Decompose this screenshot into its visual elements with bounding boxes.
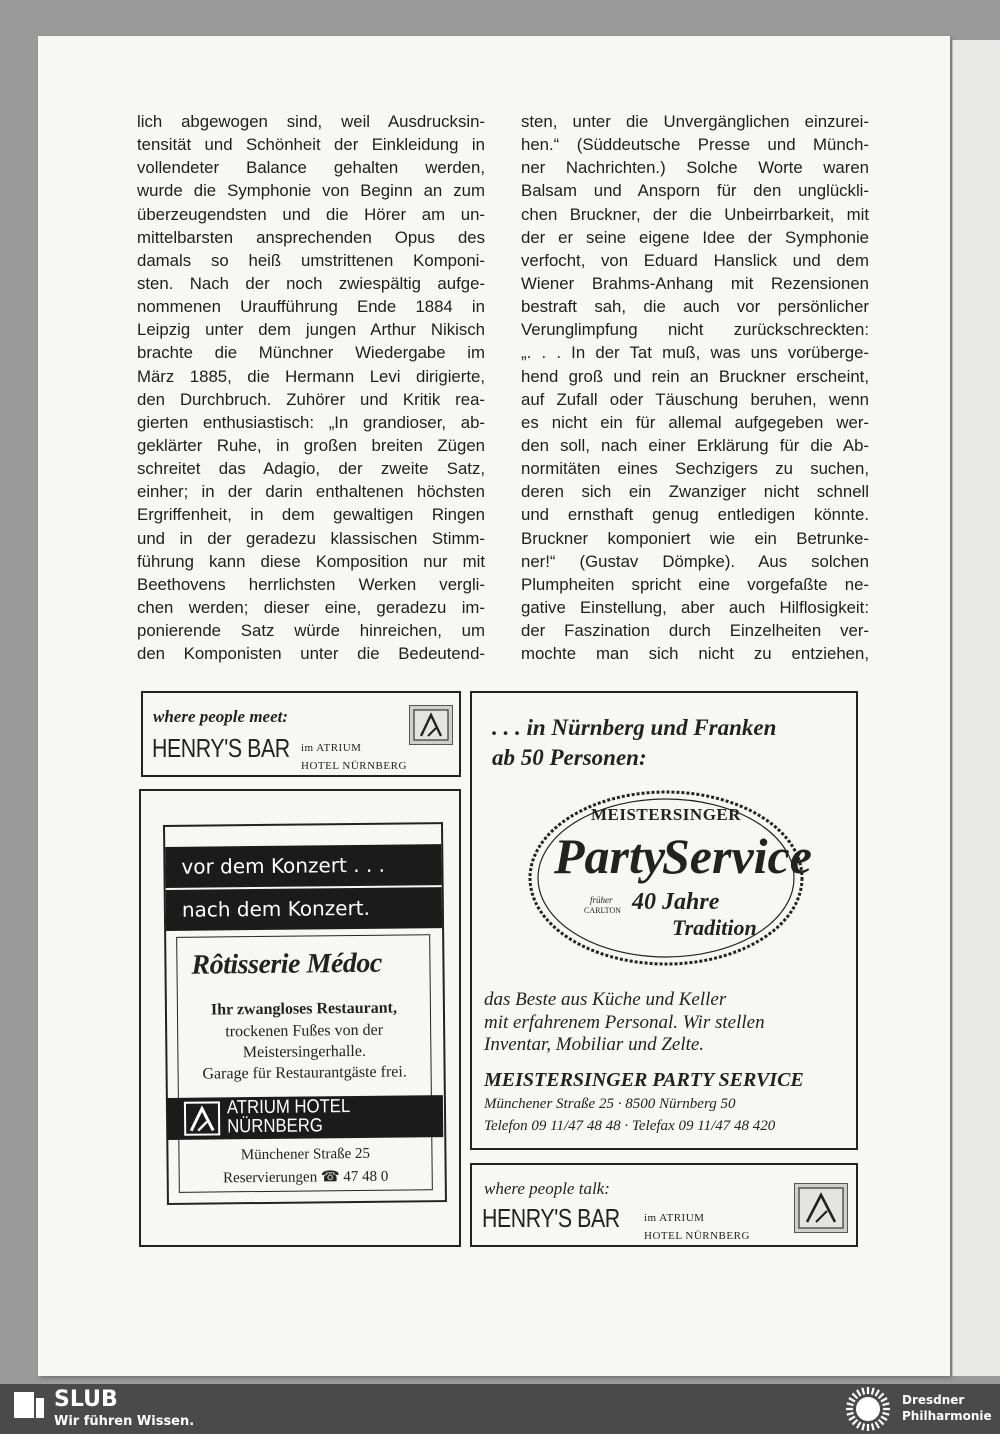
article-line: den Komponisten unter die Bedeutend- <box>137 644 485 664</box>
article-line: Bruckner komponiert wie ein Betrunke- <box>521 528 869 548</box>
article-line: ponierende Satz würde hinreichen, um <box>137 621 485 641</box>
article-line: Balsam und Ansporn für den unglückli- <box>521 181 869 201</box>
rotisserie-line4: Garage für Restaurantgäste frei. <box>202 1063 407 1083</box>
article-line: Leipzig unter dem jungen Arthur Nikisch <box>137 320 485 340</box>
article-line: damals so heiß umstrittenen Komponi- <box>137 250 485 270</box>
article-line: Wiener Brahms-Anhang mit Rezensionen <box>521 273 869 293</box>
article-line: gierten enthusiastisch: „In grandioser, ab- <box>137 412 485 432</box>
logo-top-text: MEISTERSINGER <box>590 805 742 824</box>
party-service-ad <box>470 691 858 1150</box>
article-line: den soll, nach einer Erklärung für die Ab- <box>521 435 869 455</box>
article-line: auf Zufall oder Täuschung beruhen, wenn <box>521 389 869 409</box>
article-line: deren sich ein Zwanziger nicht schnell <box>521 482 869 502</box>
article-line: Ergriffenheit, in dem gewaltigen Ringen <box>137 505 485 525</box>
article-line: geklärter Ruhe, in großen breiten Zügen <box>137 435 485 455</box>
rotisserie-line2: trockenen Fußes von der <box>225 1021 384 1041</box>
party-service-logo <box>524 785 812 971</box>
article-line: März 1885, die Hermann Levi dirigierte, <box>137 366 485 386</box>
article-line: und ernsthaft genug entledigen könnte. <box>521 505 869 525</box>
article-column-right <box>521 110 869 665</box>
hotel-name-line2: NÜRNBERG <box>227 1115 323 1138</box>
logo-carlton: CARLTON <box>584 906 621 915</box>
partner-line2: Philharmonie <box>902 1409 992 1423</box>
article-line: bestraft sah, die auch vor persönlicher <box>521 297 869 317</box>
party-body-1: das Beste aus Küche und Keller <box>484 989 727 1010</box>
article-line: hend groß und rein an Bruckner erscheint, <box>521 366 869 386</box>
ad-brand-sub <box>301 738 407 774</box>
atrium-logo-icon <box>409 705 453 745</box>
article-line: lich abgewogen sind, weil Ausdrucksin- <box>137 112 485 131</box>
henrys-bar-wordmark: HENRY'S BAR <box>482 1203 620 1233</box>
slub-logo-icon <box>12 1390 46 1420</box>
party-headline-1: . . . in Nürnberg und Franken <box>492 715 777 740</box>
article-line: normitäten eines Sechzigers zu suchen, <box>521 459 869 479</box>
rotisserie-ad-frame <box>139 789 461 1247</box>
article-line: gative Einstellung, aber auch Hilflosigkeit: <box>521 597 869 617</box>
article-line: „. . . In der Tat muß, was uns vorüberge- <box>521 343 869 363</box>
article-line: der Faszination durch Einzelheiten ver- <box>521 621 869 641</box>
logo-frueher: früher <box>590 895 613 905</box>
party-company: MEISTERSINGER PARTY SERVICE <box>484 1069 804 1091</box>
concert-band-1: vor dem Konzert . . . <box>165 844 441 888</box>
rotisserie-ad-inner <box>163 822 447 1205</box>
article-line: chen werden; dieser eine, geradezu im- <box>137 597 485 617</box>
footer-bar <box>0 1384 1000 1434</box>
article-line: sten, unter die Unvergänglichen einzurei- <box>521 112 869 131</box>
logo-jahre: 40 Jahre <box>632 889 720 915</box>
brand-sub-line2: HOTEL NÜRNBERG <box>644 1230 750 1242</box>
article-line: und in der geradezu klassischen Stimm- <box>137 528 485 548</box>
henrys-bar-ad-talk <box>470 1163 858 1247</box>
henrys-bar-wordmark: HENRY'S BAR <box>152 733 290 763</box>
article-line: schreitet das Adagio, der zweite Satz, <box>137 459 485 479</box>
article-line: führung kann diese Komposition nur mit <box>137 551 485 571</box>
article-line: ner!“ (Gustav Dömpke). Aus solchen <box>521 551 869 571</box>
rotisserie-name: Rôtisserie Médoc <box>191 947 382 981</box>
brand-sub-line2: HOTEL NÜRNBERG <box>301 760 407 772</box>
article-line: tensität und Schönheit der Einkleidung in <box>137 135 485 155</box>
rotisserie-address: Münchener Straße 25 <box>240 1145 371 1164</box>
party-address: Münchener Straße 25 · 8500 Nürnberg 50 <box>484 1096 736 1112</box>
ad-brand-row <box>482 1203 650 1234</box>
party-body-2: mit erfahrenem Personal. Wir stellen <box>484 1012 765 1033</box>
rotisserie-line3: Meistersingerhalle. <box>242 1042 367 1062</box>
party-phone: Telefon 09 11/47 48 48 · Telefax 09 11/47 48 420 <box>484 1118 776 1134</box>
article-line: einher; in der darin enthaltenen höchsten <box>137 482 485 502</box>
ad-brand-sub <box>644 1208 750 1244</box>
article-line: ner Nachrichten.) Solche Worte waren <box>521 158 869 178</box>
article-line: den Durchbruch. Zuhörer und Kritik rea- <box>137 389 485 409</box>
hotel-name-line1: ATRIUM HOTEL <box>226 1096 351 1119</box>
rotisserie-line1: Ihr zwangloses Restaurant, <box>210 999 397 1019</box>
article-line: wurde die Symphonie von Beginn an zum <box>137 181 485 201</box>
rotisserie-card <box>176 934 433 1193</box>
article-line: verfocht, von Eduard Hanslick und dem <box>521 250 869 270</box>
article-line: der er seine eigene Idee der Symphonie <box>521 227 869 247</box>
article-line: Beethovens herrlichsten Werken vergli- <box>137 574 485 594</box>
article-line: Verunglimpfung nicht zurückschreckten: <box>521 320 869 340</box>
logo-tradition: Tradition <box>672 915 757 940</box>
article-line: sten. Nach der noch zwiespältig aufge- <box>137 273 485 293</box>
party-headline-2: ab 50 Personen: <box>492 745 647 770</box>
atrium-hotel-band <box>167 1095 443 1140</box>
brand-sub-line1: im ATRIUM <box>644 1212 705 1224</box>
logo-party-word: Party <box>554 828 666 884</box>
ad-tagline: where people talk: <box>484 1179 610 1198</box>
article-line: hen.“ (Süddeutsche Presse und Münch- <box>521 135 869 155</box>
article-line: vollendeter Balance gehalten werden, <box>137 158 485 178</box>
ad-tagline: where people meet: <box>153 707 289 726</box>
partner-line1: Dresdner <box>902 1393 965 1407</box>
article-line: brachte die Münchner Wiedergabe im <box>137 343 485 363</box>
article-line: überzeugendsten und die Hörer am un- <box>137 204 485 224</box>
article-line: mittelbarsten ansprechenden Opus des <box>137 227 485 247</box>
article-line: mochte man sich nicht zu entziehen, <box>521 644 869 664</box>
article-line: Plumpheiten spricht eine vorgefaßte ne- <box>521 574 869 594</box>
philharmonie-logo-icon <box>844 1385 892 1433</box>
party-body-3: Inventar, Mobiliar und Zelte. <box>484 1034 705 1055</box>
brand-sub-line1: im ATRIUM <box>301 742 362 754</box>
henrys-bar-ad-meet <box>141 691 461 777</box>
concert-band-2: nach dem Konzert. <box>166 887 442 931</box>
article-line: es nicht ein für allemal aufgegeben wer- <box>521 412 869 432</box>
ad-brand-row <box>152 733 320 764</box>
footer-slogan: Wir führen Wissen. <box>54 1414 195 1429</box>
atrium-logo-icon <box>794 1183 848 1233</box>
rotisserie-reservation: Reservierungen ☎ 47 48 0 <box>222 1168 389 1187</box>
logo-service-word: Service <box>662 828 812 884</box>
footer-brand: SLUB <box>54 1387 118 1412</box>
article-column-left <box>137 110 485 665</box>
next-page-edge <box>952 40 1000 1376</box>
article-line: chen Bruckner, der die Unbeirrbarkeit, mit <box>521 204 869 224</box>
article-line: nommenen Uraufführung Ende 1884 in <box>137 297 485 317</box>
atrium-hotel-logo-icon <box>183 1100 223 1136</box>
